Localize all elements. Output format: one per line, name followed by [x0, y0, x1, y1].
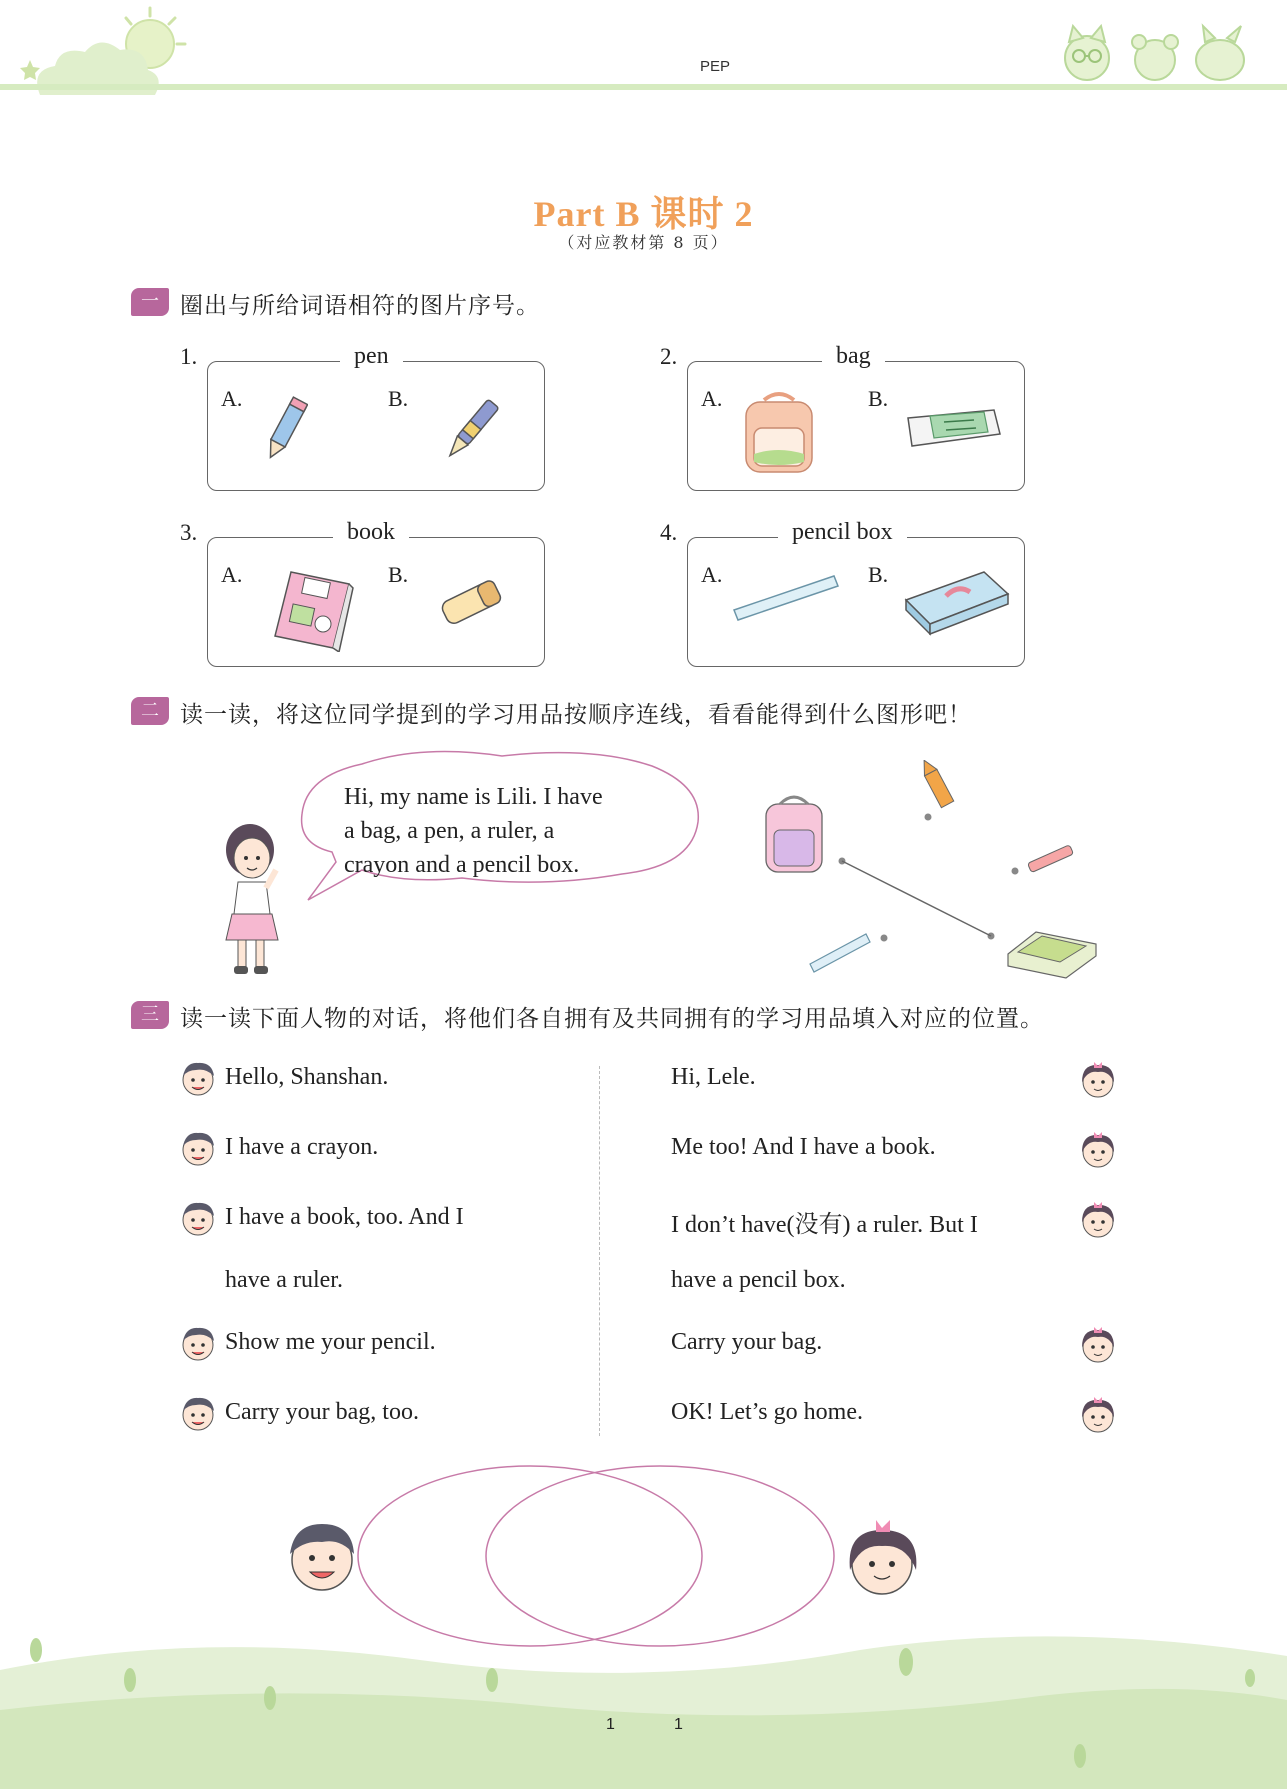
crayon-item [918, 760, 954, 808]
page-title: Part B 课时 2 [533, 194, 754, 234]
girl-lili-illustration [214, 818, 290, 978]
dot-pen[interactable] [1012, 868, 1019, 875]
book-icon [265, 566, 355, 652]
question-4-option-a[interactable]: A. [701, 562, 723, 587]
pencil-box-item [1008, 932, 1096, 978]
question-3-option-b[interactable]: B. [388, 562, 409, 587]
pencil-icon [262, 395, 308, 465]
girl-large-face-icon [850, 1520, 917, 1594]
pencil-box-icon [902, 404, 1004, 452]
speech-line-1: Hi, my name is Lili. I have [344, 784, 603, 810]
example-connecting-line [842, 861, 991, 936]
dot-crayon[interactable] [925, 814, 932, 821]
girl-face-icon [1078, 1128, 1118, 1170]
pencil-case-icon [900, 566, 1012, 638]
question-2-number: 2. [660, 344, 678, 369]
venn-left-circle[interactable] [358, 1466, 702, 1646]
boy-face-icon [178, 1323, 218, 1363]
header-decoration-left [0, 0, 220, 110]
pen-icon [438, 393, 504, 465]
ruler-icon [730, 570, 842, 626]
page-number-right: 1 [674, 1716, 683, 1733]
header-label: PEP [700, 58, 731, 75]
lele-line-5: Carry your bag, too. [225, 1399, 419, 1425]
page-subtitle: （对应教材第 8 页） [558, 233, 729, 252]
dot-ruler[interactable] [881, 935, 888, 942]
girl-face-icon [1078, 1323, 1118, 1365]
question-3-option-a[interactable]: A. [221, 562, 243, 587]
shanshan-line-3b: have a pencil box. [671, 1267, 846, 1293]
speech-line-3: crayon and a pencil box. [344, 852, 580, 878]
section-1-instruction: 圈出与所给词语相符的图片序号。 [180, 293, 540, 319]
question-4-number: 4. [660, 520, 678, 545]
bag-item [766, 797, 822, 872]
boy-large-face-icon [290, 1524, 354, 1590]
section-2-instruction: 读一读，将这位同学提到的学习用品按顺序连线，看看能得到什么图形吧！ [180, 702, 972, 728]
venn-right-circle[interactable] [486, 1466, 834, 1646]
lele-line-3: I have a book, too. And I [225, 1204, 464, 1230]
section-3-instruction: 读一读下面人物的对话，将他们各自拥有及共同拥有的学习用品填入对应的位置。 [180, 1006, 1044, 1032]
question-4-word: pencil box [778, 519, 907, 546]
shanshan-line-4: Carry your bag. [671, 1329, 823, 1355]
question-3-word: book [333, 519, 409, 546]
shanshan-line-1: Hi, Lele. [671, 1064, 756, 1090]
lele-line-2: I have a crayon. [225, 1134, 379, 1160]
pen-item [1027, 845, 1073, 873]
speech-line-2: a bag, a pen, a ruler, a [344, 818, 555, 844]
eraser-icon [436, 574, 508, 630]
shanshan-line-3: I don’t have(没有) a ruler. But I [671, 1212, 978, 1238]
lele-line-4: Show me your pencil. [225, 1329, 436, 1355]
girl-face-icon [1078, 1198, 1118, 1240]
question-2-option-a[interactable]: A. [701, 386, 723, 411]
section-badge-2: 二 [131, 697, 169, 725]
lele-line-3b: have a ruler. [225, 1267, 343, 1293]
footer-landscape [0, 1620, 1287, 1789]
section-badge-1: 一 [131, 288, 169, 316]
header-line [0, 84, 1287, 90]
boy-face-icon [178, 1393, 218, 1433]
page-number-left: 1 [606, 1716, 615, 1733]
question-2-word: bag [822, 343, 885, 370]
boy-face-icon [178, 1058, 218, 1098]
question-1-word: pen [340, 343, 403, 370]
ruler-item [810, 934, 870, 972]
dialogue-divider [599, 1066, 600, 1436]
question-4-option-b[interactable]: B. [868, 562, 889, 587]
question-1-number: 1. [180, 344, 198, 369]
header-animals-decoration [1055, 20, 1260, 84]
question-2-option-b[interactable]: B. [868, 386, 889, 411]
boy-face-icon [178, 1198, 218, 1238]
question-3-number: 3. [180, 520, 198, 545]
boy-face-icon [178, 1128, 218, 1168]
girl-face-icon [1078, 1393, 1118, 1435]
shanshan-line-5: OK! Let’s go home. [671, 1399, 863, 1425]
girl-face-icon [1078, 1058, 1118, 1100]
question-1-option-b[interactable]: B. [388, 386, 409, 411]
question-1-option-a[interactable]: A. [221, 386, 243, 411]
schoolbag-icon [738, 390, 820, 476]
connect-the-items-area [760, 760, 1100, 980]
section-badge-3: 三 [131, 1001, 169, 1029]
shanshan-line-2: Me too! And I have a book. [671, 1134, 936, 1160]
speech-text [344, 780, 674, 882]
lele-line-1: Hello, Shanshan. [225, 1064, 389, 1090]
